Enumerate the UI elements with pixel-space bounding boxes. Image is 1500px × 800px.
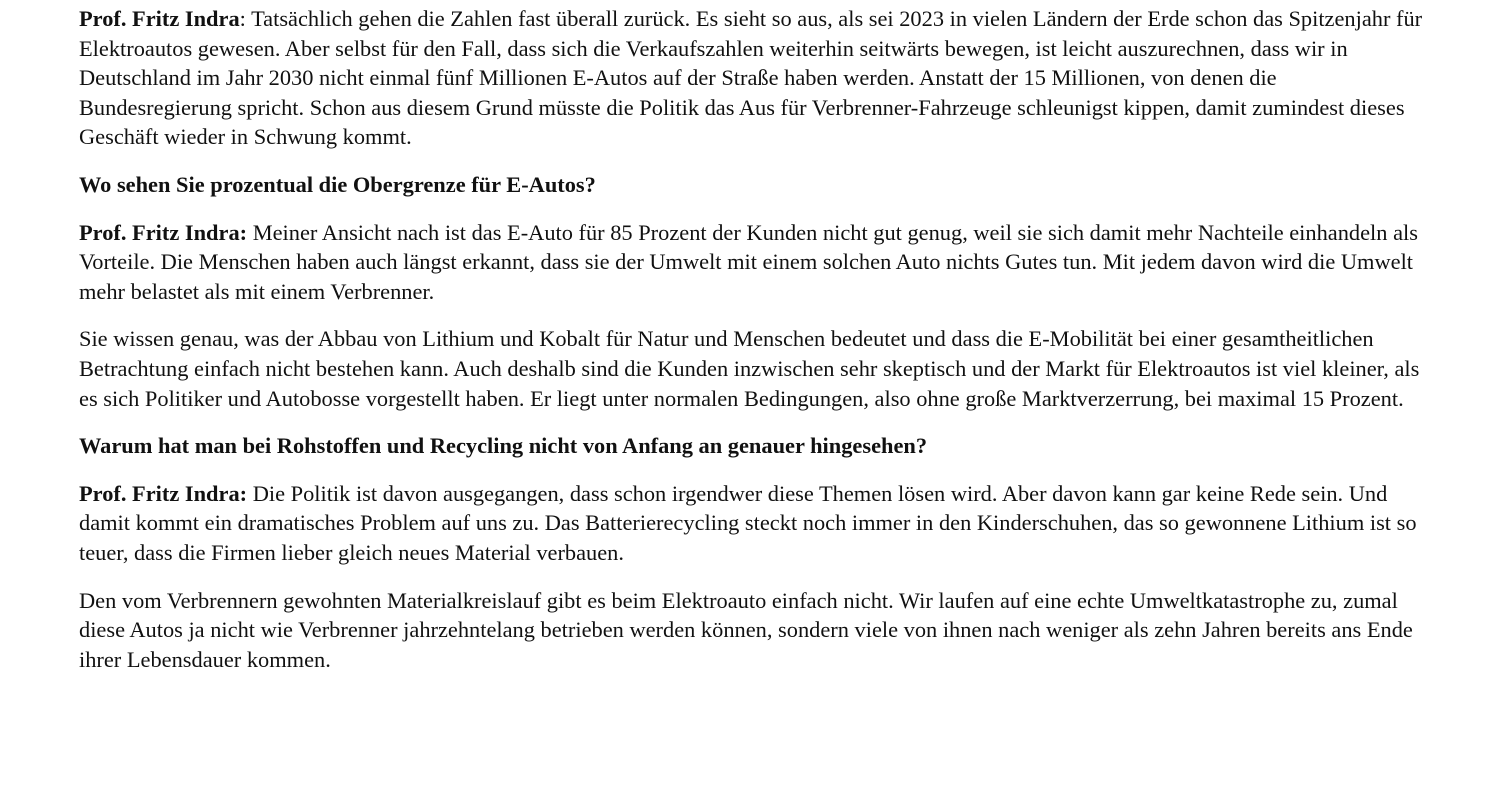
answer-paragraph xyxy=(79,4,1424,152)
answer-paragraph xyxy=(79,479,1424,568)
interview-question: Wo sehen Sie prozentual die Obergrenze für E-Autos? xyxy=(79,171,596,197)
answer-paragraph xyxy=(79,218,1424,307)
answer-text: Die Politik ist davon ausgegangen, dass schon irgendwer diese Themen lösen wird. Aber davon kann gar keine Rede sein. Und damit kommt ein dramatisches Problem auf uns zu. Das Batterierecycling steckt noch immer in den Kinderschuhen, das so gewonnene Lithium ist so teuer, dass die Firmen lieber gleich neues Material verbauen. xyxy=(79,480,1417,565)
speaker-name: Prof. Fritz Indra: xyxy=(79,480,248,506)
body-paragraph: Sie wissen genau, was der Abbau von Lithium und Kobalt für Natur und Menschen bedeutet und dass die E-Mobilität bei einer gesamtheitlichen Betrachtung einfach nicht bestehen kann. Auch deshalb sind die Kunden inzwischen sehr skeptisch und der Markt für Elektroautos ist viel kleiner, als es sich Politiker und Autobosse vorgestellt haben. Er liegt unter normalen Bedingungen, also ohne große Marktverzerrung, bei maximal 15 Prozent. xyxy=(79,326,1420,411)
body-paragraph: Den vom Verbrennern gewohnten Materialkreislauf gibt es beim Elektroauto einfach nicht. Wir laufen auf eine echte Umweltkatastrophe zu, zumal diese Autos ja nicht wie Verbrenner jahrzehntelang betrieben werden können, sondern viele von ihnen nach weniger als zehn Jahren bereits ans Ende ihrer Lebensdauer kommen. xyxy=(79,587,1413,672)
speaker-name: Prof. Fritz Indra xyxy=(79,6,240,31)
answer-text: Meiner Ansicht nach ist das E-Auto für 85 Prozent der Kunden nicht gut genug, weil sie sich damit mehr Nachteile einhandeln als Vorteile. Die Menschen haben auch längst erkannt, dass sie der Umwelt mit einem solchen Auto nichts Gutes tun. Mit jedem davon wird die Umwelt mehr belastet als mit einem Verbrenner. xyxy=(79,219,1418,304)
answer-text: Tatsächlich gehen die Zahlen fast überall zurück. Es sieht so aus, als sei 2023 in vielen Ländern der Erde schon das Spitzenjahr für Elektroautos gewesen. Aber selbst für den Fall, dass sich die Verkaufszahlen weiterhin seitwärts bewegen, ist leicht auszurechnen, dass wir in Deutschland im Jahr 2030 nicht einmal fünf Millionen E-Autos auf der Straße haben werden. Anstatt der 15 Millionen, von denen die Bundesregierung spricht. Schon aus diesem Grund müsste die Politik das Aus für Verbrenner-Fahrzeuge schleunigst kippen, damit zumindest dieses Geschäft wieder in Schwung kommt. xyxy=(79,6,1423,150)
speaker-name: Prof. Fritz Indra: xyxy=(79,219,248,245)
article-body xyxy=(79,4,1424,692)
speaker-separator: : xyxy=(239,6,246,31)
interview-question: Warum hat man bei Rohstoffen und Recycling nicht von Anfang an genauer hingesehen? xyxy=(79,433,928,459)
